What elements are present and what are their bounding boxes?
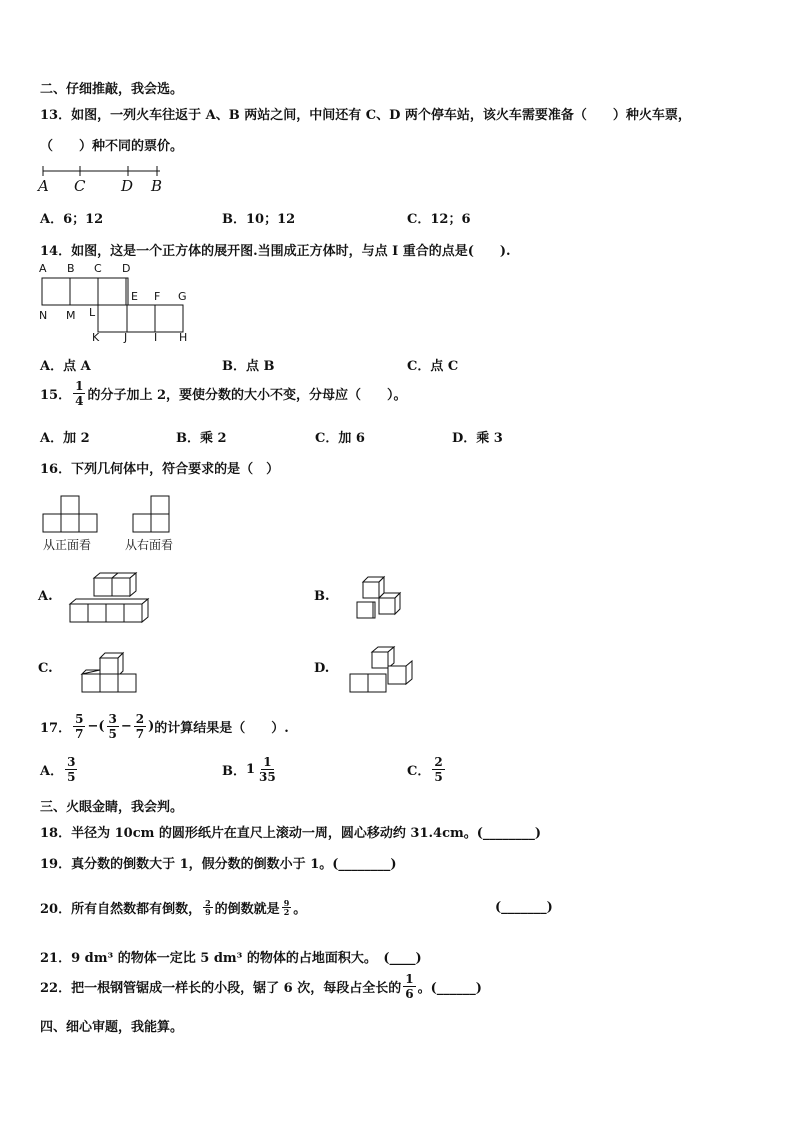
q14-label-n: N bbox=[39, 309, 48, 322]
q16-solid-b bbox=[355, 574, 405, 622]
q20-answer-blank[interactable]: (_______) bbox=[495, 900, 553, 915]
q16-question: 16．下列几何体中，符合要求的是（ ） bbox=[40, 462, 280, 477]
q16-right-view bbox=[133, 496, 173, 532]
q15-frac-numerator: 1 bbox=[75, 379, 84, 393]
q14-label-d: D bbox=[122, 262, 131, 275]
q17-f1-den: 7 bbox=[75, 727, 84, 741]
q20-question bbox=[40, 898, 306, 917]
q14-label-h: H bbox=[179, 331, 188, 344]
q16-solid-a bbox=[68, 572, 158, 624]
q16-right-view-label: 从右面看 bbox=[125, 538, 174, 552]
q22-text-pre: 22．把一根钢管锯成一样长的小段，锯了 6 次，每段占全长的 bbox=[40, 981, 402, 996]
q13-point-b: B bbox=[151, 177, 163, 195]
q17-text: 的计算结果是（ ）. bbox=[154, 721, 289, 736]
q14-option-b: B．点 B bbox=[222, 359, 275, 374]
q16-option-b: B. bbox=[314, 589, 330, 604]
q17-f2-den: 5 bbox=[108, 727, 117, 741]
q21-question: 21．9 dm³ 的物体一定比 5 dm³ 的物体的占地面积大。 (____) bbox=[40, 951, 422, 966]
section-4-heading: 四、细心审题，我能算。 bbox=[40, 1020, 184, 1035]
q13-line1: 13．如图，一列火车往返于 A、B 两站之间，中间还有 C、D 两个停车站，该火车需要准备（ ）种火车票， bbox=[40, 108, 691, 123]
q16-solid-d bbox=[348, 646, 418, 694]
q15-option-c: C．加 6 bbox=[315, 431, 365, 446]
q15-option-d: D．乘 3 bbox=[452, 431, 503, 446]
q17-f2-num: 3 bbox=[108, 712, 117, 726]
q15-fraction bbox=[73, 379, 85, 408]
q19-question: 19．真分数的倒数大于 1，假分数的倒数小于 1。(________) bbox=[40, 857, 397, 872]
q13-option-c: C．12；6 bbox=[407, 212, 471, 227]
q14-option-c: C．点 C bbox=[407, 359, 459, 374]
q15-option-a: A．加 2 bbox=[40, 431, 90, 446]
q20-f1-num: 2 bbox=[205, 898, 211, 908]
q20-f1-den: 9 bbox=[205, 907, 211, 917]
q14-question: 14．如图，这是一个正方体的展开图.当围成正方体时，与点 I 重合的点是( ). bbox=[40, 244, 511, 259]
q17-f1-num: 5 bbox=[75, 712, 84, 726]
q14-label-l: L bbox=[89, 306, 96, 319]
q17-f3-num: 2 bbox=[135, 712, 145, 726]
q20-f2-den: 2 bbox=[283, 907, 290, 917]
q16-solid-c bbox=[80, 650, 150, 694]
q17-oa-num: 3 bbox=[67, 755, 76, 769]
q17-ob-den: 35 bbox=[259, 770, 276, 784]
q22-question bbox=[40, 972, 482, 1001]
q17-option-a bbox=[40, 755, 79, 784]
q14-label-m: M bbox=[66, 309, 76, 322]
q17-option-c-label: C． bbox=[407, 764, 431, 779]
q17-option-b-whole: 1 bbox=[246, 762, 256, 777]
q18-question: 18．半径为 10cm 的圆形纸片在直尺上滚动一周，圆心移动约 31.4cm。(________) bbox=[40, 826, 542, 841]
q17-option-c-frac bbox=[432, 755, 444, 784]
q17-option-b-label: B． bbox=[222, 764, 246, 779]
q15-option-b: B．乘 2 bbox=[176, 431, 227, 446]
q15-number: 15． bbox=[40, 388, 72, 403]
q17-frac-3 bbox=[134, 712, 146, 741]
q17-close-paren: ) bbox=[148, 719, 155, 734]
q22-text-post: 。(______) bbox=[417, 981, 482, 996]
section-2-heading: 二、仔细推敲，我会选。 bbox=[40, 82, 184, 97]
q17-oa-den: 5 bbox=[67, 770, 76, 784]
q16-option-d: D. bbox=[314, 661, 330, 676]
q14-label-g: G bbox=[178, 290, 187, 303]
q17-frac-2 bbox=[107, 712, 119, 741]
q14-label-k: K bbox=[92, 331, 100, 344]
q22-f-den: 6 bbox=[405, 987, 414, 1001]
q20-text-post: 。 bbox=[293, 902, 307, 917]
q17-minus-paren: −( bbox=[87, 719, 105, 734]
q20-text-mid: 的倒数就是 bbox=[214, 902, 280, 917]
q17-oc-num: 2 bbox=[434, 755, 443, 769]
q17-question bbox=[40, 712, 289, 741]
q15-frac-denominator: 4 bbox=[75, 394, 84, 408]
q14-label-a: A bbox=[39, 262, 47, 275]
q17-option-c bbox=[407, 755, 447, 784]
q14-label-f: F bbox=[154, 290, 161, 303]
q13-point-a: A bbox=[38, 177, 49, 195]
q17-option-a-frac bbox=[65, 755, 77, 784]
q17-f3-den: 7 bbox=[135, 727, 145, 741]
q14-label-e: E bbox=[131, 290, 138, 303]
q17-ob-num: 1 bbox=[263, 755, 272, 769]
q13-option-a: A．6；12 bbox=[40, 212, 104, 227]
q20-frac-2 bbox=[282, 899, 292, 916]
section-3-heading: 三、火眼金睛，我会判。 bbox=[40, 800, 184, 815]
q20-frac-1 bbox=[203, 899, 213, 916]
q20-f2-num: 9 bbox=[283, 898, 290, 908]
q15-question bbox=[40, 379, 407, 408]
q17-option-b-frac bbox=[257, 755, 278, 784]
q15-text: 的分子加上 2，要使分数的大小不变，分母应（ ）。 bbox=[87, 388, 407, 403]
q14-cube-net bbox=[42, 278, 187, 334]
q22-f-num: 1 bbox=[405, 972, 414, 986]
q16-option-c: C. bbox=[38, 661, 53, 676]
q13-line2: （ ）种不同的票价。 bbox=[40, 139, 184, 154]
q14-label-i: I bbox=[154, 331, 158, 344]
q17-option-a-label: A． bbox=[40, 764, 64, 779]
q16-front-view bbox=[43, 496, 103, 532]
q14-label-j: J bbox=[124, 331, 128, 344]
q13-point-c: C bbox=[74, 177, 86, 195]
q14-option-a: A．点 A bbox=[40, 359, 91, 374]
q14-label-b: B bbox=[67, 262, 75, 275]
q17-number: 17． bbox=[40, 721, 72, 736]
q22-frac bbox=[403, 972, 415, 1001]
q16-option-a: A. bbox=[38, 589, 53, 604]
q14-label-c: C bbox=[94, 262, 102, 275]
q17-oc-den: 5 bbox=[434, 770, 443, 784]
q17-minus: − bbox=[120, 719, 132, 734]
q20-text-pre: 20．所有自然数都有倒数， bbox=[40, 902, 202, 917]
q17-option-b bbox=[222, 755, 280, 784]
q13-option-b: B．10；12 bbox=[222, 212, 296, 227]
q13-point-d: D bbox=[121, 177, 134, 195]
q17-frac-1 bbox=[73, 712, 85, 741]
q16-front-view-label: 从正面看 bbox=[43, 538, 92, 552]
